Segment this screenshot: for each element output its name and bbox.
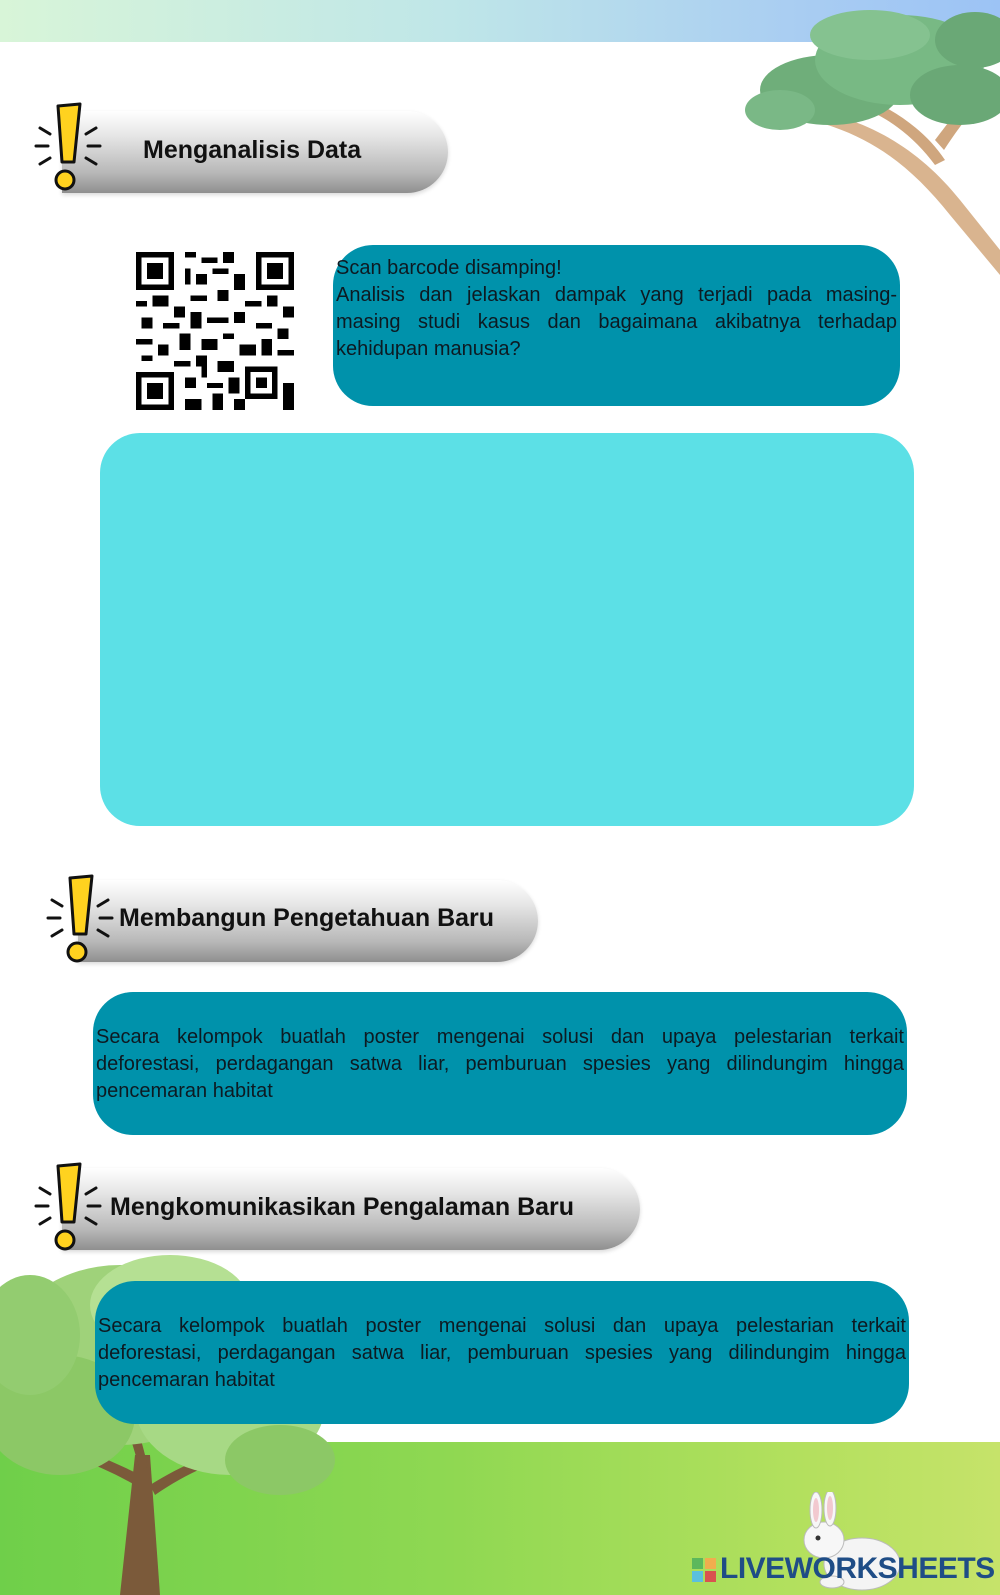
tree-top-illustration — [720, 0, 1000, 280]
answer-textarea[interactable] — [100, 433, 914, 826]
alert-exclamation-icon — [44, 872, 116, 968]
section-title: Membangun Pengetahuan Baru — [119, 904, 495, 932]
liveworksheets-mark-icon — [692, 1558, 716, 1582]
task-body: Secara kelompok buatlah poster mengenai solusi dan upaya pelestarian terkait deforestasi, perdagangan satwa liar, pemburuan spesies yang dilindungim hingga pencemaran habitat — [98, 1315, 906, 1391]
alert-exclamation-icon — [32, 1160, 104, 1256]
qr-code[interactable] — [136, 252, 294, 410]
task-box — [93, 992, 907, 1135]
liveworksheets-logo-text: LIVEWORKSHEETS — [720, 1552, 995, 1585]
instruction-title: Scan barcode disamping! — [336, 257, 562, 279]
section-title: Menganalisis Data — [143, 136, 362, 164]
instruction-body: Analisis dan jelaskan dampak yang terjadi pada masing-masing studi kasus dan bagaimana akibatnya terhadap kehidupan manusia? — [336, 284, 897, 360]
task-box — [95, 1281, 909, 1424]
task-body: Secara kelompok buatlah poster mengenai solusi dan upaya pelestarian terkait deforestasi, perdagangan satwa liar, pemburuan spesies yang dilindungim hingga pencemaran habitat — [96, 1026, 904, 1102]
alert-exclamation-icon — [32, 100, 104, 196]
liveworksheets-logo[interactable] — [692, 1548, 995, 1588]
instruction-box — [333, 245, 900, 406]
section-title: Mengkomunikasikan Pengalaman Baru — [110, 1193, 575, 1221]
